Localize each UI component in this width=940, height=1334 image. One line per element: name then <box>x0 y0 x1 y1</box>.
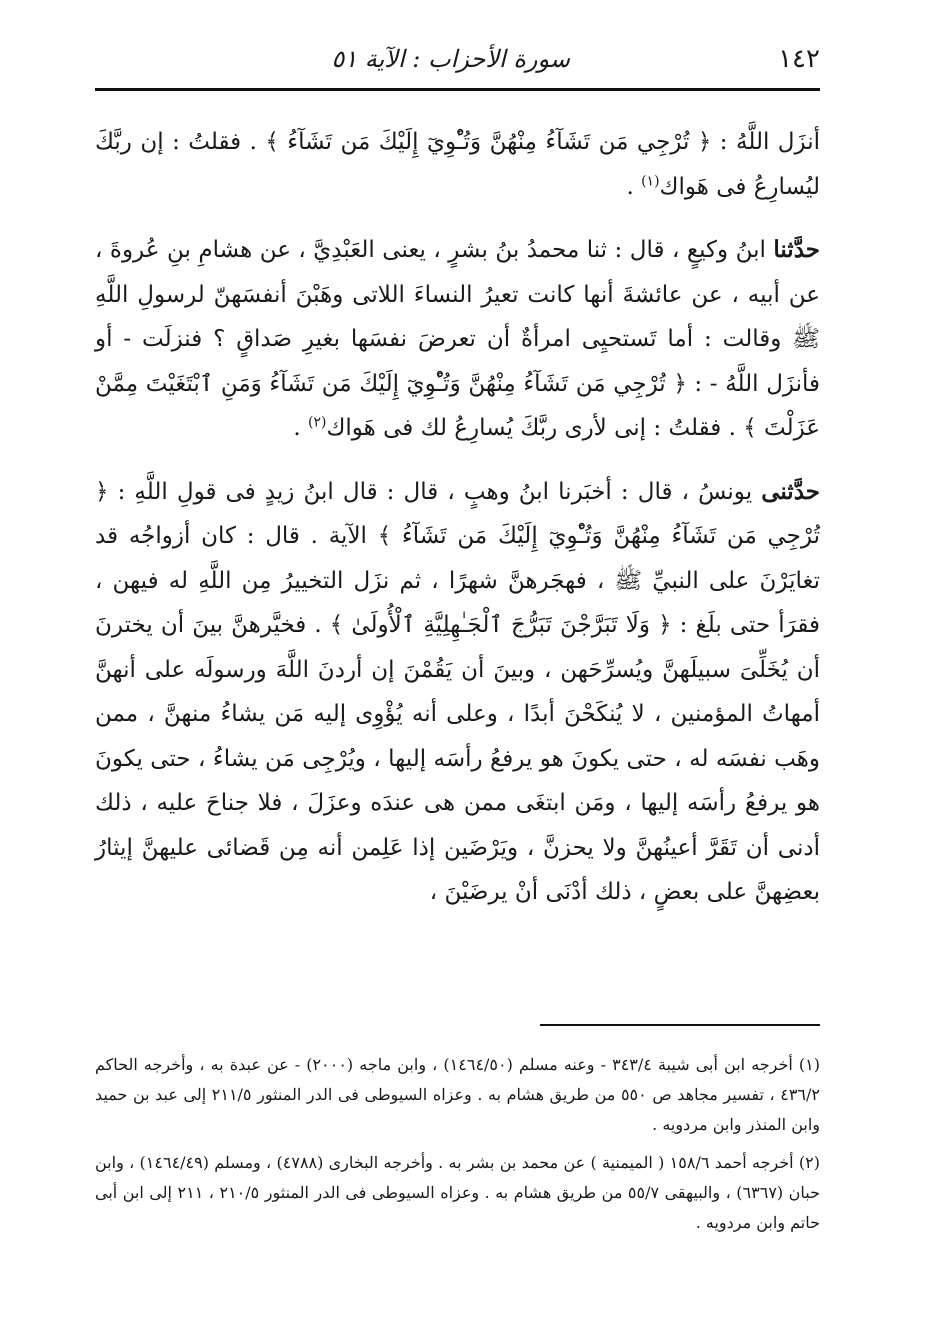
footnote-1: (١) أخرجه ابن أبى شيبة ٣٤٣/٤ - وعنه مسلم (١٤٦٤/٥٠) ، وابن ماجه (٢٠٠٠) - عن عبدة به ، وأخرجه الحاكم ٤٣٦/٢ ، تفسير مجاهد ص ٥٥٠ من طريق هشام به . وعزاه السيوطى فى الدر المنثور ٢١١/٥ إلى عبد بن حميد وابن المنذر وابن مردويه . <box>95 1055 821 1134</box>
paragraph-1 <box>95 120 820 209</box>
page-number: ١٤٢ <box>778 44 820 74</box>
footnote-ref-2: (٢) <box>307 414 327 431</box>
paragraph-1-end: . <box>626 173 642 200</box>
paragraph-2 <box>95 228 820 451</box>
paragraph-1-text: أنزَل اللَّهُ : ﴿ تُرْجِي مَن تَشَآءُ مِنْهُنَّ وَتُـْٔوِيٓ إِلَيْكَ مَن تَشَآءُ ﴾ . فقلتُ : إن ربَّكَ ليُسارِعُ فى هَواك <box>95 129 820 200</box>
footnote-rule <box>540 1024 820 1026</box>
footnotes <box>95 1050 820 1246</box>
footnote-ref-1: (١) <box>641 172 660 189</box>
paragraph-2-lead: حدَّثنا <box>773 236 820 263</box>
paragraph-3 <box>95 470 820 915</box>
paragraph-2-text: ابنُ وكيعٍ ، قال : ثنا محمدُ بنُ بشرٍ ، يعنى العَبْدِيَّ ، عن هشامِ بنِ عُروةَ ، عن أبيه ، عن عائشةَ أنها كانت تعيرُ النساءَ اللاتى وهَبْنَ أنفسَهنّ لرسولِ اللَّهِ ﷺ وقالت : أما تَستحيِى امرأةٌ أن تعرضَ نفسَها بغيرِ صَداقٍ ؟ فنزلَت - أو فأنزَل اللَّهُ - : ﴿ تُرْجِي مَن تَشَآءُ مِنْهُنَّ وَتُـْٔوِيٓ إِلَيْكَ مَن تَشَآءُ وَمَنِ ٱبْتَغَيْتَ مِمَّنْ عَزَلْتَ ﴾ . فقلتُ : إنى لأرى ربَّكَ يُسارِعُ لك فى هَواك <box>95 237 820 441</box>
header-rule <box>95 88 820 91</box>
paragraph-2-end: . <box>293 415 308 441</box>
footnote-2: (٢) أخرجه أحمد ١٥٨/٦ ( الميمنية ) عن محمد بن بشر به . وأخرجه البخارى (٤٧٨٨) ، ومسلم (١٤٦٤/٤٩) ، وابن حبان (٦٣٦٧) ، والبيهقى ٥٥/٧ من طريق هشام به . وعزاه السيوطى فى الدر المنثور ٢١٠/٥ ، ٢١١ إلى ابن أبى حاتم وابن مردويه . <box>95 1153 821 1232</box>
main-text <box>95 120 820 934</box>
paragraph-3-text: يونسُ ، قال : أخبَرنا ابنُ وهبٍ ، قال : قال ابنُ زيدٍ فى قولِ اللَّهِ : ﴿ تُرْجِي مَن تَشَآءُ مِنْهُنَّ وَتُـْٔوِيٓ إِلَيْكَ مَن تَشَآءُ ﴾ الآية . قال : كان أزواجُه قد تغايَرْنَ على النبيِّ ﷺ ، فهجَرهنَّ شهرًا ، ثم نزَل التخييرُ مِن اللَّهِ له فيهن ، فقرَأ حتى بلَغ : ﴿ وَلَا تَبَرَّجْنَ تَبَرُّجَ ٱلْجَـٰهِلِيَّةِ ٱلْأُولَىٰ ﴾ . فخيَّرهنَّ بينَ أن يخترنَ أن يُخَلِّىَ سبيلَهنَّ ويُسرِّحَهن ، وبينَ أن يَقُمْنَ إن أردنَ اللَّهَ ورسولَه على أنهنَّ أمهاتُ المؤمنين ، لا يُنكَحْنَ أبدًا ، وعلى أنه يُؤْوِى إليه مَن يشاءُ منهنَّ ، ممن وهَب نفسَه له ، حتى يكونَ هو يرفعُ رأسَه إليها ، ويُرْجِى مَن يشاءُ ، حتى يكونَ هو يرفعُ رأسَه إليها ، ومَن ابتغَى ممن هى عندَه وعزَلَ ، فلا جناحَ عليه ، ذلك أدنى أن تَقَرَّ أعينُهنَّ ولا يحزنَّ ، ويَرْضَين إذا عَلِمن أنه مِن قَضائى عليهنَّ إيثارُ بعضِهنَّ على بعضٍ ، ذلك أدْنَى أنْ يرضَيْنَ ، <box>95 478 820 905</box>
page-header <box>95 40 820 80</box>
paragraph-3-lead: حدَّثنى <box>761 477 820 505</box>
running-title: سورة الأحزاب : الآية ٥١ <box>331 45 570 73</box>
